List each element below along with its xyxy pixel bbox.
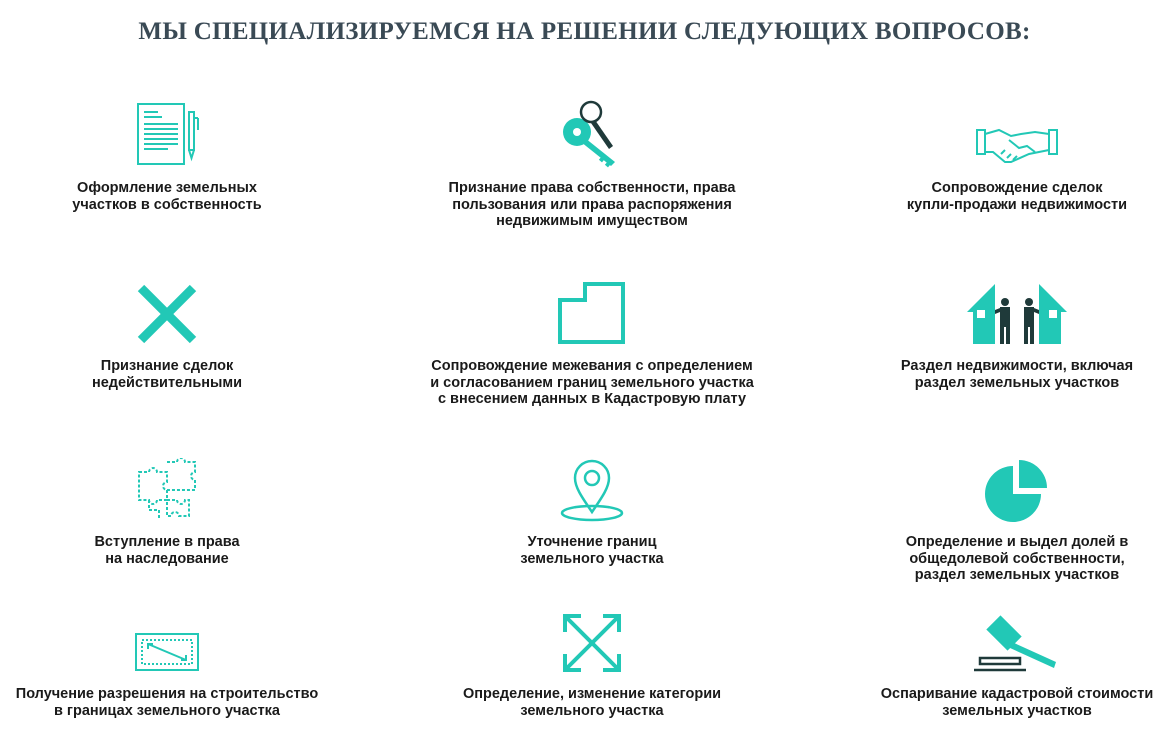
puzzle-icon xyxy=(135,458,199,522)
document-pen-icon xyxy=(132,98,202,168)
cross-icon xyxy=(135,282,199,346)
page-title: МЫ СПЕЦИАЛИЗИРУЕМСЯ НА РЕШЕНИИ СЛЕДУЮЩИХ ВОПРОСОВ: xyxy=(138,18,1031,45)
service-label: Уточнение границ земельного участка xyxy=(520,534,664,567)
service-item xyxy=(0,432,362,567)
land-plot-icon xyxy=(557,280,627,346)
gavel-icon xyxy=(972,612,1062,674)
service-item xyxy=(397,256,787,408)
service-label: Сопровождение межевания с определением и согласованием границ земельного участка с внесением данных в Кадастровую плату xyxy=(430,358,754,407)
pie-chart-icon xyxy=(983,456,1051,522)
service-label: Вступление в права на наследование xyxy=(94,534,240,567)
service-item xyxy=(397,432,787,567)
service-label: Оформление земельных участков в собственность xyxy=(72,180,262,213)
service-item xyxy=(0,256,362,391)
service-label: Оспаривание кадастровой стоимости земельных участков xyxy=(880,686,1154,719)
handshake-icon xyxy=(975,122,1059,168)
expand-arrows-icon xyxy=(561,612,623,674)
service-label: Определение, изменение категории земельного участка xyxy=(462,686,722,719)
service-item xyxy=(397,78,787,230)
service-item xyxy=(822,78,1169,213)
blueprint-icon xyxy=(134,630,200,674)
service-item xyxy=(822,612,1169,719)
service-label: Раздел недвижимости, включая раздел земельных участков xyxy=(900,358,1134,391)
service-label: Получение разрешения на строительство в границах земельного участка xyxy=(15,686,319,719)
service-item xyxy=(822,432,1169,584)
service-label: Признание сделок недействительными xyxy=(91,358,243,391)
split-house-icon xyxy=(967,280,1067,346)
keys-icon xyxy=(557,98,627,168)
service-item xyxy=(0,78,362,213)
service-label: Признание права собственности, права пользования или права распоряжения недвижимым имуществом xyxy=(448,180,736,229)
service-item xyxy=(822,256,1169,391)
map-pin-icon xyxy=(559,456,625,522)
service-label: Сопровождение сделок купли-продажи недвижимости xyxy=(906,180,1128,213)
service-item xyxy=(397,612,787,719)
service-item xyxy=(0,612,362,719)
service-label: Определение и выдел долей в общедолевой собственности, раздел земельных участков xyxy=(905,534,1129,583)
